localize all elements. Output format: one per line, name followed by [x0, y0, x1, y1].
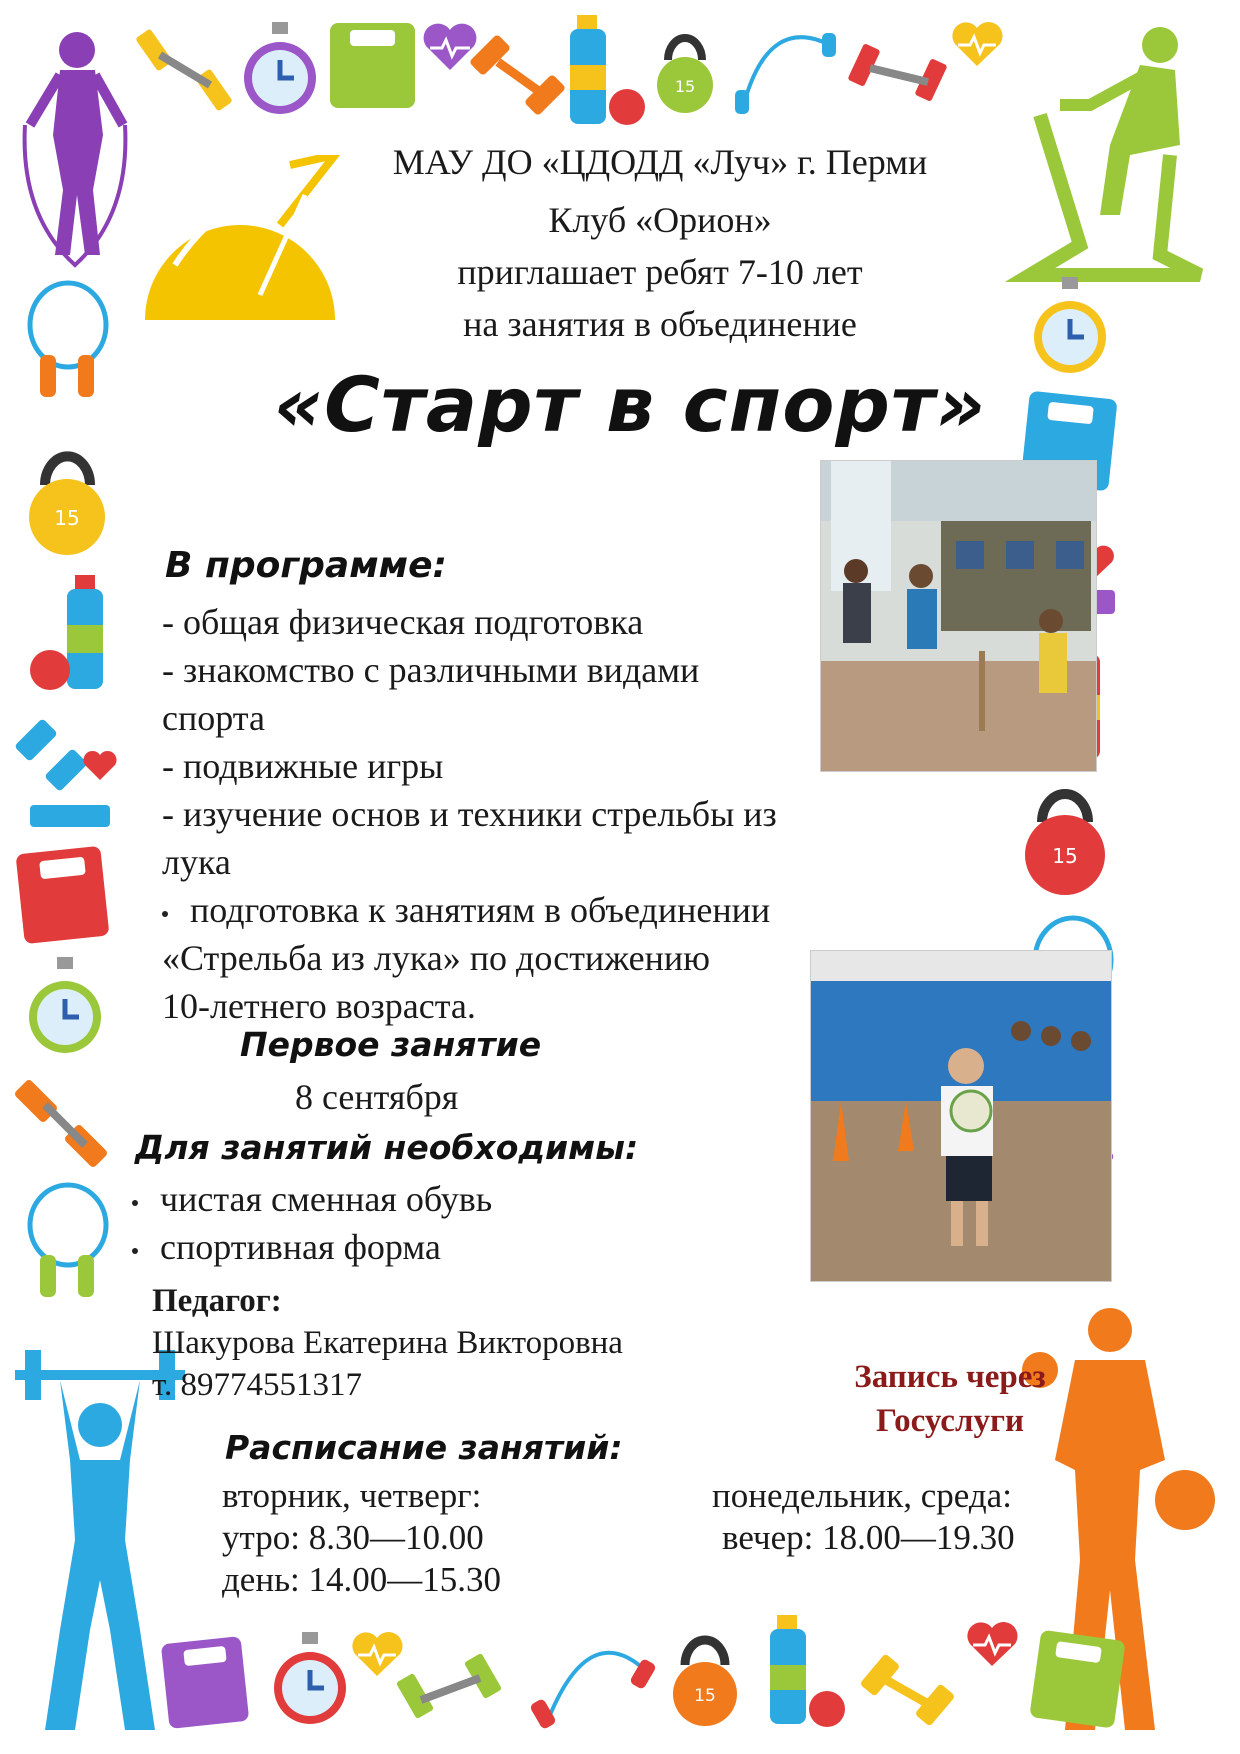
water-bottle-apple-icon: [565, 15, 650, 130]
bullet-icon: [132, 1200, 138, 1206]
schedule-heading: Расписание занятий:: [225, 1428, 623, 1467]
requirements-list: [132, 1175, 492, 1271]
heart-pulse-icon: [965, 1620, 1020, 1670]
stopwatch-icon: [240, 20, 320, 120]
heart-pulse-icon: [950, 20, 1005, 70]
list-item: - общая физическая подготовка: [162, 602, 644, 642]
requirements-heading: Для занятий необходимы:: [135, 1128, 639, 1167]
jump-rope-woman-icon: [15, 15, 135, 275]
program-heading: В программе:: [165, 545, 447, 586]
scale-icon: [15, 845, 110, 945]
schedule-time: вечер: 18.00—19.30: [722, 1518, 1015, 1557]
kettlebell-icon: [25, 445, 110, 560]
teacher-label: Педагог:: [152, 1283, 282, 1319]
bullet-icon: [132, 1248, 138, 1254]
jump-rope-icon: [20, 1180, 115, 1325]
first-lesson-date: 8 сентября: [295, 1077, 459, 1117]
dumbbell-heart-icon: [15, 710, 125, 830]
schedule-time: день: 14.00—15.30: [222, 1560, 502, 1599]
jump-rope-icon: [530, 1640, 660, 1730]
list-item: лука: [162, 842, 231, 882]
jump-rope-icon: [730, 25, 840, 115]
teacher-phone: т. 89774551317: [152, 1367, 362, 1403]
kettlebell-icon: [650, 30, 720, 115]
signup-line: Запись через: [854, 1359, 1046, 1395]
dumbbell-icon: [20, 1070, 115, 1175]
dumbbell-icon: [850, 30, 950, 110]
list-item: чистая сменная обувь: [132, 1175, 492, 1223]
exercise-bike-icon: [1000, 15, 1225, 285]
jump-rope-icon: [20, 275, 115, 435]
organization-name: МАУ ДО «ЦДОДД «Луч» г. Перми: [392, 142, 928, 182]
dumbbell-icon: [860, 1650, 960, 1730]
join-text: на занятия в объединение: [463, 304, 857, 344]
invite-text: приглашает ребят 7-10 лет: [457, 252, 863, 292]
stopwatch-icon: [270, 1630, 350, 1730]
schedule-left: [222, 1475, 501, 1601]
list-item: спортивная форма: [132, 1223, 492, 1271]
list-item: - подвижные игры: [162, 746, 444, 786]
luch-logo: [140, 155, 350, 325]
list-item: - знакомство с различными видами: [162, 650, 700, 690]
water-bottle-apple-icon: [765, 1615, 850, 1730]
program-title: «Старт в спорт»: [273, 360, 987, 449]
water-bottle-apple-icon: [25, 575, 115, 695]
dumbbell-icon: [135, 25, 235, 115]
svg-text:15: 15: [54, 506, 80, 530]
kettlebell-icon: [1020, 780, 1110, 900]
dumbbell-icon: [470, 30, 570, 120]
schedule-time: утро: 8.30—10.00: [222, 1518, 484, 1557]
stopwatch-icon: [25, 955, 105, 1060]
svg-text:15: 15: [694, 1686, 716, 1706]
teacher-name: Шакурова Екатерина Викторовна: [152, 1325, 623, 1361]
kettlebell-icon: [665, 1630, 745, 1730]
list-item: спорта: [162, 698, 265, 738]
schedule-days: понедельник, среда:: [712, 1476, 1012, 1515]
list-item: «Стрельба из лука» по достижению: [162, 938, 710, 978]
list-item: подготовка к занятиям в объединении: [162, 886, 882, 934]
signup-line: Госуслуги: [876, 1403, 1024, 1439]
bullet-icon: [162, 911, 168, 917]
scale-icon: [160, 1635, 250, 1730]
list-item: 10-летнего возраста.: [162, 986, 476, 1026]
list-item: - изучение основ и техники стрельбы из: [162, 794, 777, 834]
first-lesson-heading: Первое занятие: [240, 1025, 542, 1064]
dumbbell-icon: [395, 1650, 505, 1735]
scale-icon: [325, 18, 420, 113]
svg-text:15: 15: [1052, 844, 1078, 868]
program-list: [162, 598, 882, 1030]
signup-note: [790, 1355, 1110, 1443]
scale-icon: [1030, 1630, 1125, 1730]
club-name: Клуб «Орион»: [548, 200, 772, 240]
schedule-days: вторник, четверг:: [222, 1476, 482, 1515]
svg-text:15: 15: [674, 77, 696, 96]
schedule-right: [712, 1475, 1015, 1559]
